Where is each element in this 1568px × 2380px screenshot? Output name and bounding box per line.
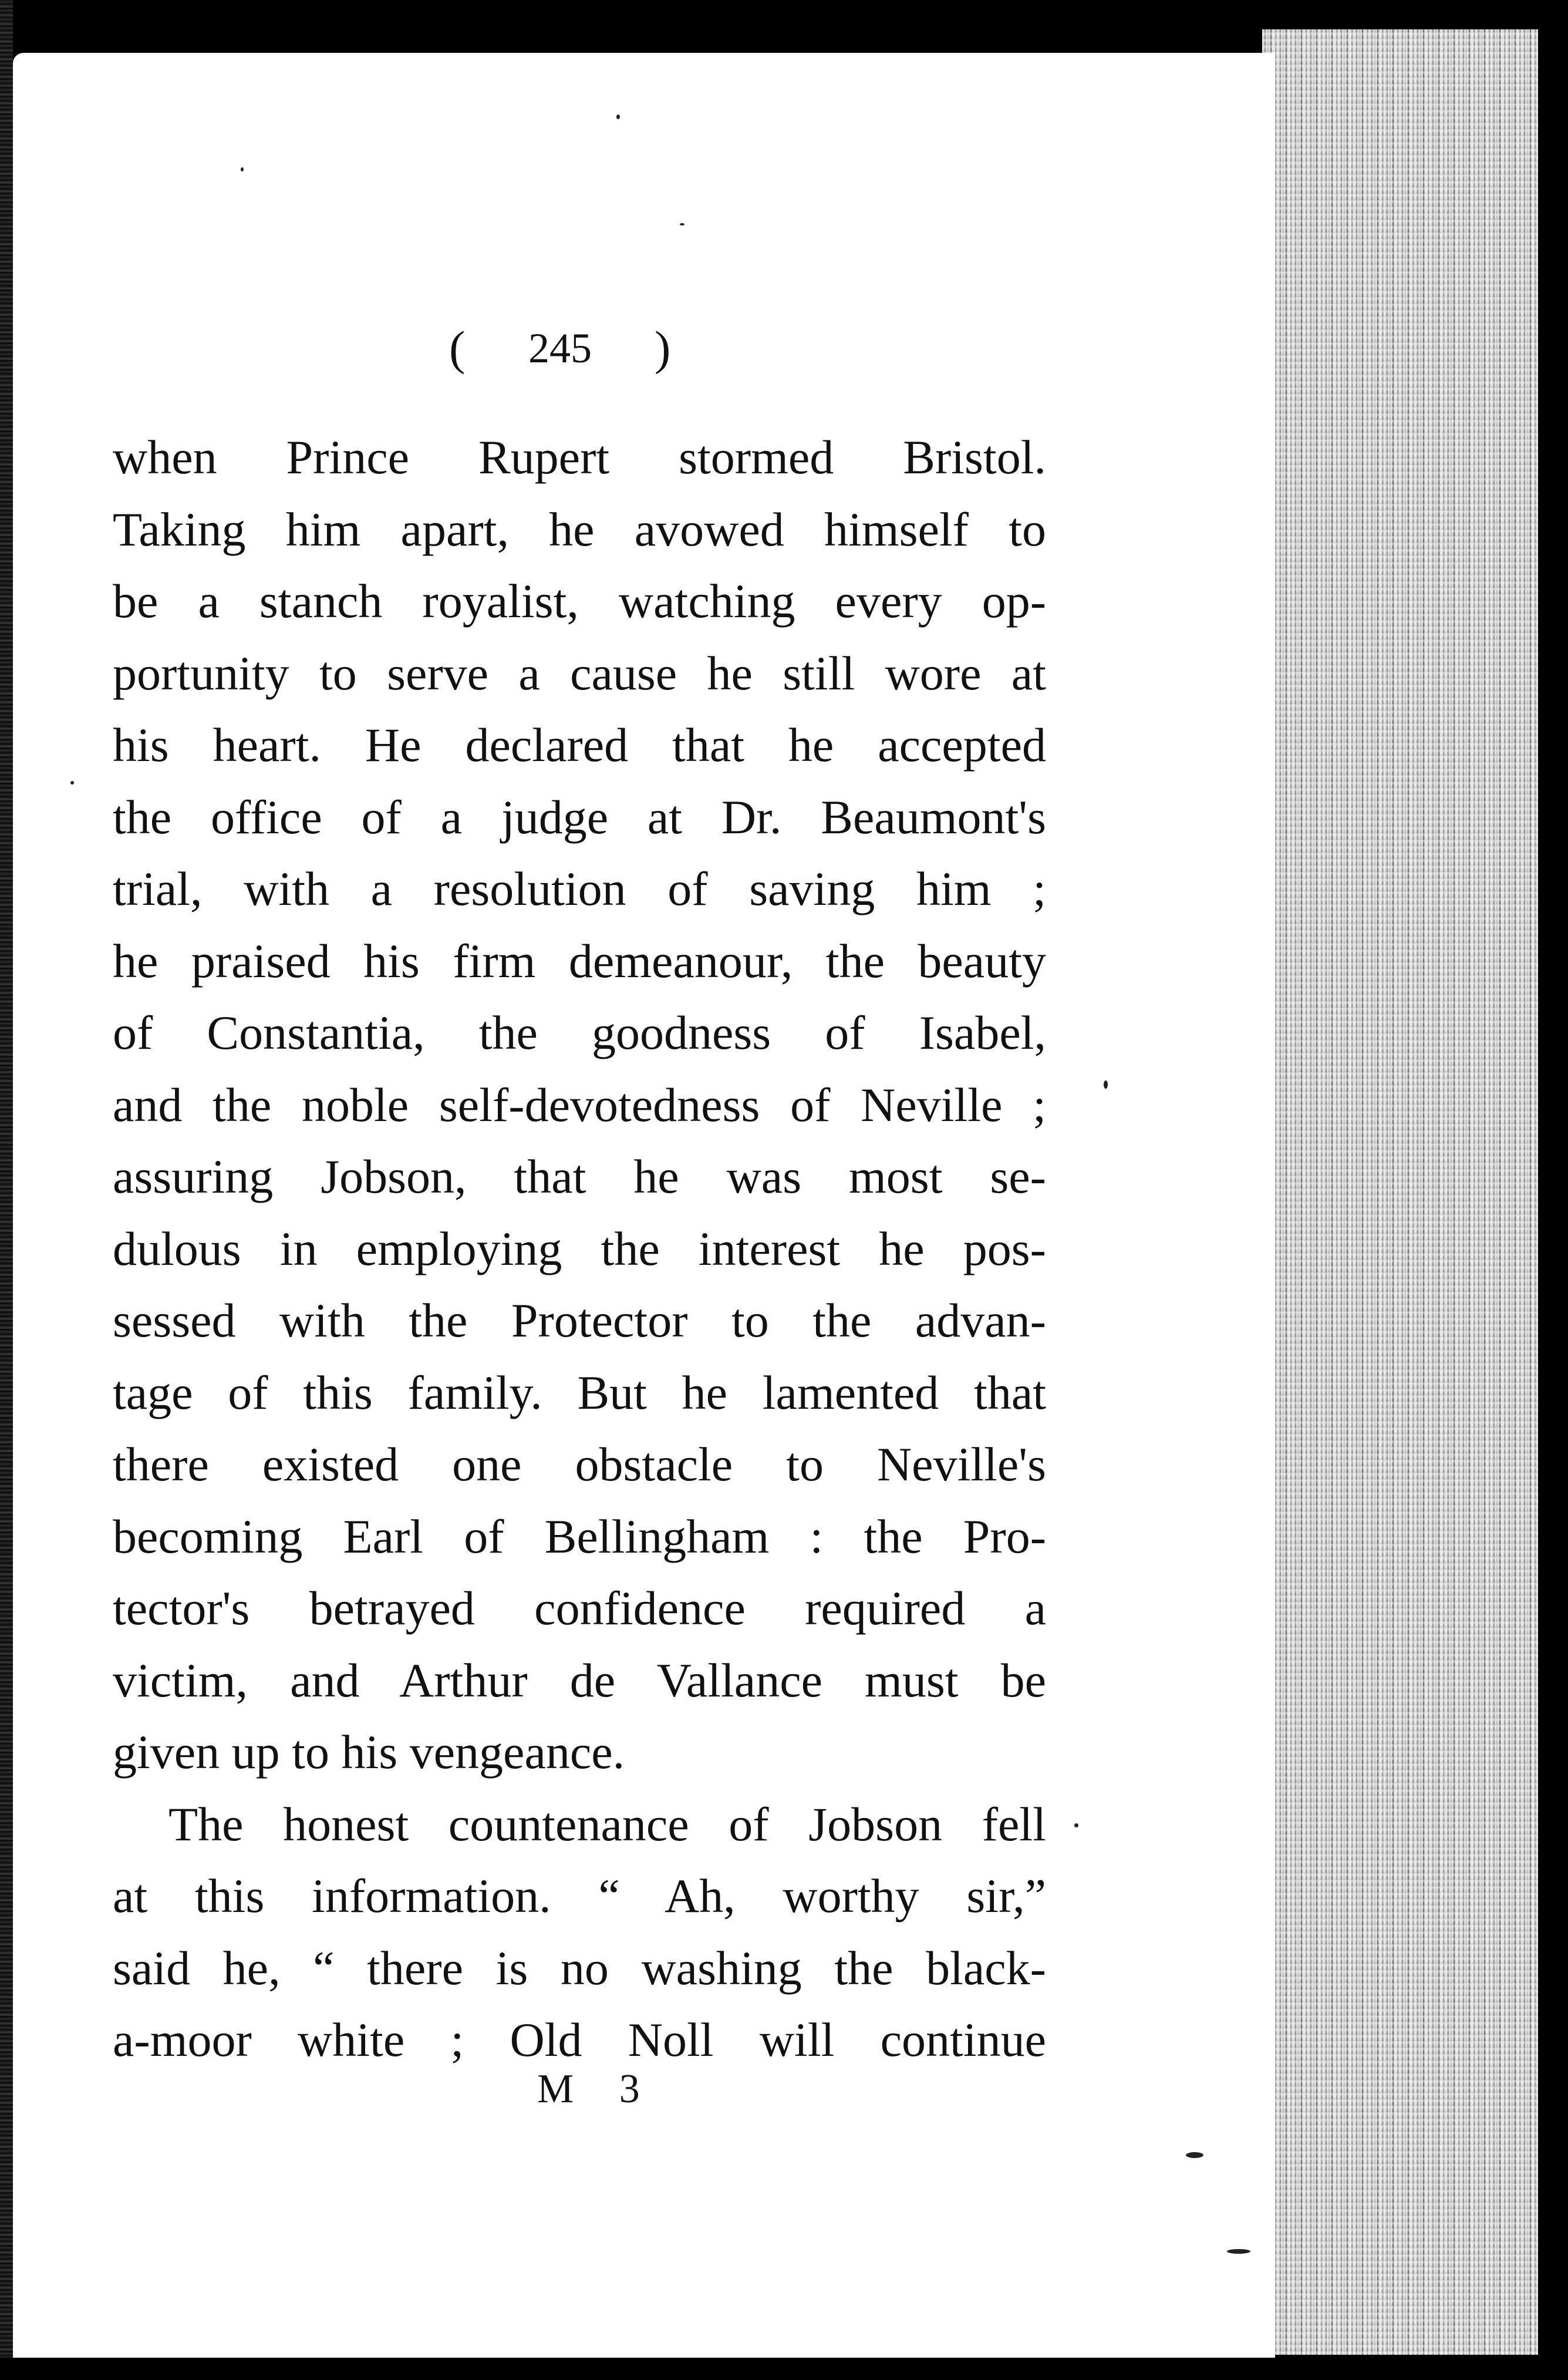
text-line: tector's betrayed confidence required a — [113, 1581, 1046, 1635]
text-line: his heart. He declared that he accepted — [113, 718, 1046, 772]
scan-speck — [241, 167, 244, 171]
text-line: victim, and Arthur de Vallance must be — [113, 1653, 1046, 1707]
text-line: when Prince Rupert stormed Bristol. — [113, 430, 1046, 484]
right-scan-border — [1538, 0, 1568, 2380]
text-line: at this information. “ Ah, worthy sir,” — [113, 1869, 1046, 1923]
scan-speck — [1074, 1823, 1078, 1827]
signature-mark: M 3 — [537, 2066, 657, 2112]
scan-speck — [70, 781, 74, 785]
scan-speck — [680, 223, 684, 225]
text-line: tage of this family. But he lamented that — [113, 1365, 1046, 1419]
text-line: Taking him apart, he avowed himself to — [113, 502, 1046, 556]
scan-speck — [1227, 2249, 1250, 2254]
text-line: he praised his firm demeanour, the beauty — [113, 934, 1046, 988]
text-line: becoming Earl of Bellingham : the Pro- — [113, 1509, 1046, 1563]
body-text — [113, 422, 1046, 2076]
text-line: sessed with the Protector to the advan- — [113, 1294, 1046, 1347]
page-header — [423, 310, 716, 386]
text-line: said he, “ there is no washing the black- — [113, 1941, 1046, 1995]
text-line: the office of a judge at Dr. Beaumont's — [113, 790, 1046, 844]
page-number: 245 — [528, 325, 592, 372]
scan-speck — [616, 115, 620, 119]
text-line: there existed one obstacle to Neville's — [113, 1438, 1046, 1491]
bottom-scan-border — [0, 2358, 1568, 2380]
text-line: portunity to serve a cause he still wore at — [113, 646, 1046, 700]
text-line: of Constantia, the goodness of Isabel, — [113, 1006, 1046, 1059]
scan-speck — [1186, 2152, 1203, 2158]
folio-right-paren: ) — [655, 321, 671, 375]
text-line: trial, with a resolution of saving him ; — [113, 862, 1046, 915]
text-line: be a stanch royalist, watching every op- — [113, 574, 1046, 628]
text-line: dulous in employing the interest he pos- — [113, 1221, 1046, 1275]
text-line: assuring Jobson, that he was most se- — [113, 1150, 1046, 1203]
text-line: and the noble self-devotedness of Neville ; — [113, 1078, 1046, 1132]
text-line: a-moor white ; Old Noll will continue — [113, 2013, 1046, 2066]
text-line: given up to his vengeance. — [113, 1725, 625, 1779]
folio-left-paren: ( — [449, 321, 466, 375]
text-line: The honest countenance of Jobson fell — [168, 1797, 1046, 1851]
page-edge-stack — [1262, 29, 1538, 2355]
scan-speck — [1104, 1080, 1108, 1089]
left-scan-edge — [0, 0, 13, 2380]
